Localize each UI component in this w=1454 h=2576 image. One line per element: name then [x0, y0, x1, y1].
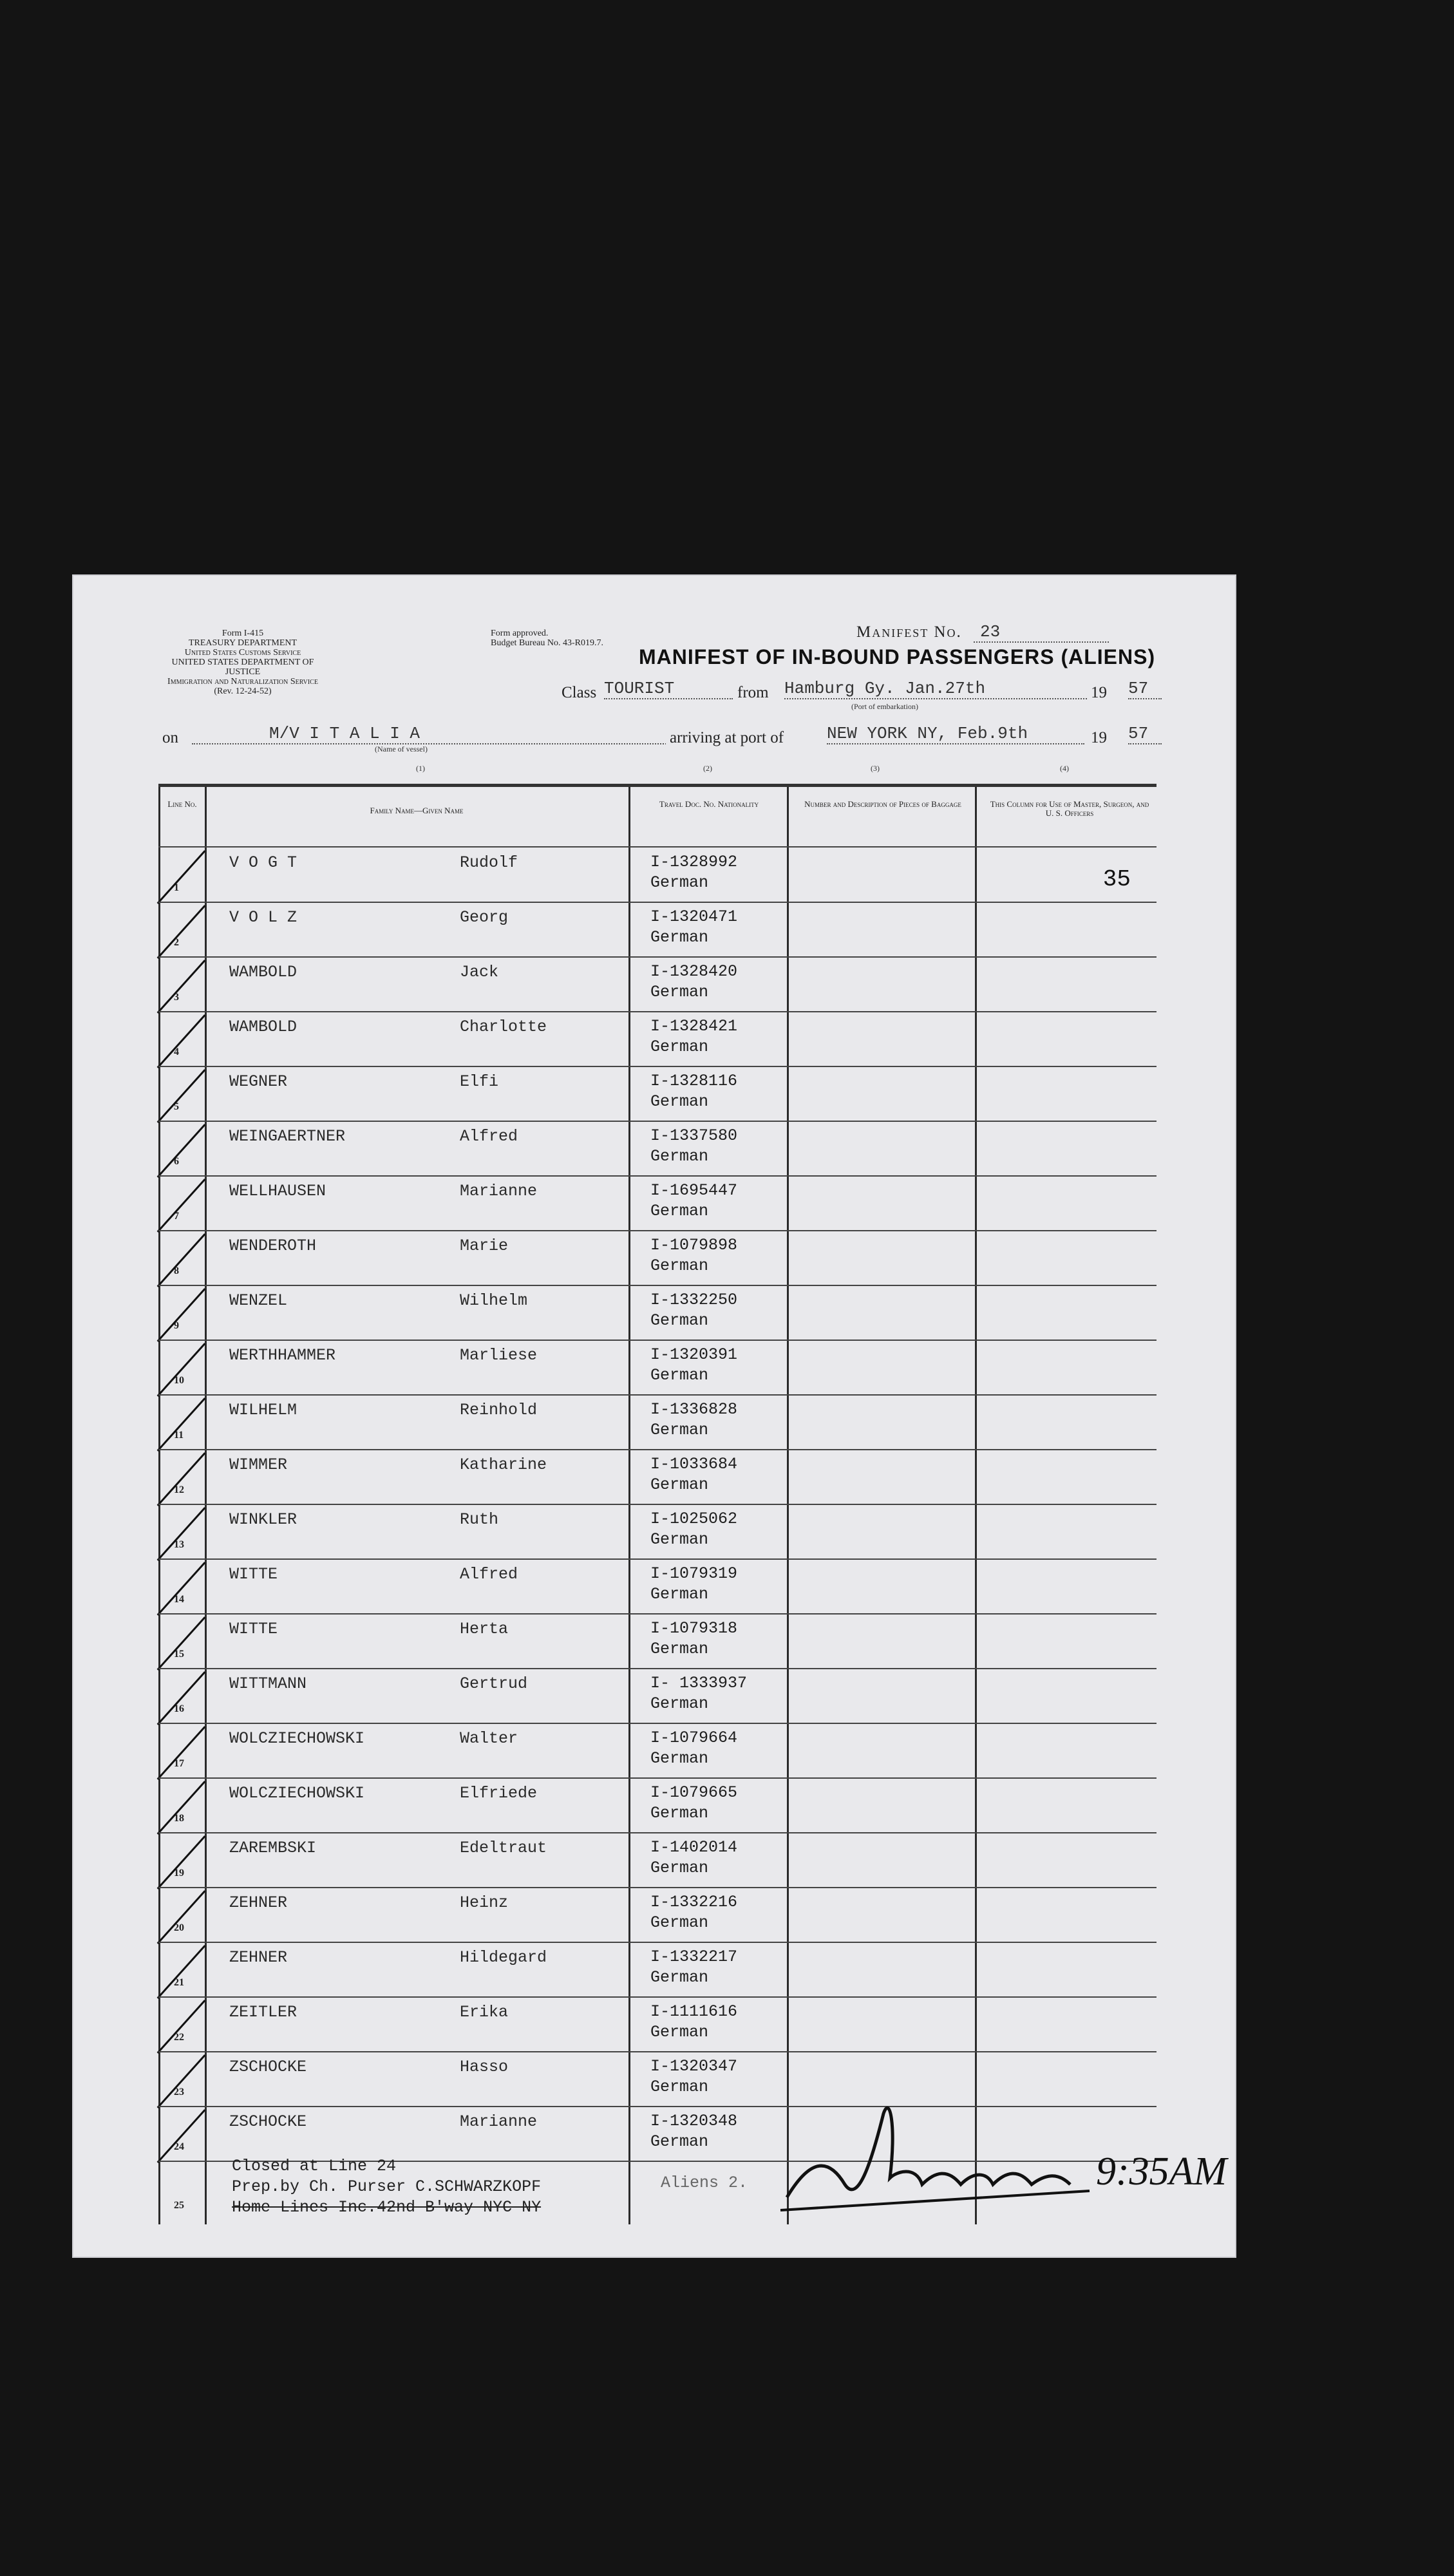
year-prefix-1: 19: [1091, 684, 1107, 701]
nationality: German: [650, 1968, 709, 1987]
row-line-number: 8: [174, 1265, 179, 1276]
given-name: Rudolf: [460, 853, 518, 872]
table-row: [158, 903, 1157, 958]
manifest-number: 23: [974, 622, 1109, 643]
row-line-number: 24: [174, 2141, 184, 2152]
doc-number: I-1079319: [650, 1564, 738, 1583]
doc-number: I-1332216: [650, 1893, 738, 1911]
row-line-number: 3: [174, 992, 179, 1003]
nationality: German: [650, 1640, 709, 1658]
travel-doc: [650, 852, 737, 893]
port-value: NEW YORK NY, Feb.9th: [827, 724, 1084, 744]
shipping-agent: Home Lines Inc.42nd B'way NYC NY: [232, 2198, 542, 2217]
aliens-count: Aliens 2.: [661, 2174, 748, 2192]
travel-doc: [650, 1618, 737, 1660]
family-name: WITTE: [229, 1565, 278, 1584]
form-approval: [491, 629, 632, 648]
doc-number: I-1332250: [650, 1291, 738, 1309]
row-line-number: 17: [174, 1758, 184, 1769]
header-baggage: Number and Description of Pieces of Baggage: [804, 799, 961, 809]
revision-date: (Rev. 12-24-52): [214, 687, 272, 696]
doc-number: I-1332217: [650, 1947, 738, 1966]
class-value: TOURIST: [604, 679, 733, 699]
row-line-number: 22: [174, 2032, 184, 2043]
family-name: ZEITLER: [229, 2003, 297, 2022]
row-line-number: 11: [174, 1430, 184, 1441]
nationality: German: [650, 1366, 709, 1385]
check-mark: [157, 1069, 206, 1123]
travel-doc: [650, 1509, 737, 1550]
check-mark: [157, 1124, 206, 1178]
embarkation-note: (Port of embarkation): [851, 702, 918, 711]
given-name: Marianne: [460, 2112, 538, 2131]
given-name: Marliese: [460, 1346, 538, 1365]
table-row: [158, 1888, 1157, 1943]
row-line-number: 16: [174, 1703, 184, 1714]
travel-doc: [650, 1728, 737, 1769]
prepared-by: Prep.by Ch. Purser C.SCHWARZKOPF: [232, 2177, 542, 2196]
check-mark: [157, 960, 206, 1014]
manifest-page: [72, 574, 1236, 2258]
check-mark: [157, 905, 206, 959]
inspector-signature: [768, 2088, 1257, 2223]
family-name: WAMBOLD: [229, 1018, 297, 1036]
inspection-time: 9:35AM: [1096, 2150, 1227, 2193]
table-row: [158, 1177, 1157, 1231]
row-line-number: 18: [174, 1813, 184, 1824]
travel-doc: [650, 1126, 737, 1167]
table-row: [158, 1779, 1157, 1833]
doc-number: I-1328992: [650, 853, 738, 871]
given-name: Hasso: [460, 2058, 509, 2076]
family-name: WOLCZIECHOWSKI: [229, 1729, 365, 1748]
table-row: [158, 1505, 1157, 1560]
row-line-number: 15: [174, 1649, 184, 1660]
given-name: Elfi: [460, 1072, 499, 1091]
year-2: 57: [1128, 724, 1162, 744]
table-row: [158, 1615, 1157, 1669]
approved-text: Form approved.: [491, 629, 549, 638]
given-name: Katharine: [460, 1455, 547, 1474]
row-line-number: 2: [174, 937, 179, 948]
col-num-4: (4): [1060, 764, 1069, 773]
nationality: German: [650, 1037, 709, 1056]
doc-number: I-1320348: [650, 2112, 738, 2130]
nationality: German: [650, 1421, 709, 1439]
doc-number: I-1320471: [650, 907, 738, 926]
check-mark: [157, 1507, 206, 1561]
table-row: [158, 848, 1157, 903]
budget-text: Budget Bureau No. 43-R019.7.: [491, 638, 603, 648]
row-line-number: 5: [174, 1101, 179, 1112]
col-num-1: (1): [416, 764, 425, 773]
footer-line-number: 25: [174, 2200, 184, 2211]
doc-number: I- 1333937: [650, 1674, 748, 1692]
nationality: German: [650, 1585, 709, 1604]
nationality: German: [650, 1530, 709, 1549]
table-row: [158, 1943, 1157, 1998]
doc-number: I-1336828: [650, 1400, 738, 1419]
family-name: WEGNER: [229, 1072, 288, 1091]
family-name: WILHELM: [229, 1401, 297, 1419]
year-1: 57: [1128, 679, 1162, 699]
table-row: [158, 958, 1157, 1012]
check-mark: [157, 1014, 206, 1068]
nationality: German: [650, 1092, 709, 1111]
travel-doc: [650, 907, 737, 948]
family-name: WITTE: [229, 1620, 278, 1638]
doc-number: I-1111616: [650, 2002, 738, 2021]
travel-doc: [650, 1892, 737, 1933]
travel-doc: [650, 1235, 737, 1276]
form-header-left: [156, 629, 330, 696]
family-name: WELLHAUSEN: [229, 1182, 326, 1200]
table-row: [158, 1560, 1157, 1615]
travel-doc: [650, 1071, 737, 1112]
check-mark: [157, 1726, 206, 1780]
travel-doc: [650, 1180, 737, 1222]
nationality: German: [650, 1749, 709, 1768]
footer-notes: [232, 2156, 541, 2218]
travel-doc: [650, 1399, 737, 1441]
family-name: ZSCHOCKE: [229, 2112, 307, 2131]
check-mark: [157, 2054, 206, 2108]
arriving-label: arriving at port of: [666, 729, 784, 747]
family-name: WENZEL: [229, 1291, 288, 1310]
table-row: [158, 1669, 1157, 1724]
nationality: German: [650, 2078, 709, 2096]
vessel-name: M/V I T A L I A: [192, 724, 720, 744]
family-name: WAMBOLD: [229, 963, 297, 981]
doc-number: I-1033684: [650, 1455, 738, 1473]
travel-doc: [650, 2056, 737, 2098]
on-label: on: [162, 729, 178, 746]
check-mark: [157, 1671, 206, 1725]
family-name: WOLCZIECHOWSKI: [229, 1784, 365, 1803]
nationality: German: [650, 2023, 709, 2041]
nationality: German: [650, 1694, 709, 1713]
check-mark: [157, 1343, 206, 1397]
nationality: German: [650, 1804, 709, 1823]
travel-doc: [650, 2111, 737, 2152]
row-line-number: 23: [174, 2087, 184, 2098]
doc-number: I-1320391: [650, 1345, 738, 1364]
family-name: ZEHNER: [229, 1948, 288, 1967]
family-name: WINKLER: [229, 1510, 297, 1529]
table-row: [158, 1286, 1157, 1341]
given-name: Gertrud: [460, 1674, 528, 1693]
travel-doc: [650, 1947, 737, 1988]
row-line-number: 14: [174, 1594, 184, 1605]
row-line-number: 1: [174, 882, 179, 893]
check-mark: [157, 1781, 206, 1835]
travel-doc: [650, 1454, 737, 1495]
doc-number: I-1079664: [650, 1728, 738, 1747]
col-num-2: (2): [703, 764, 712, 773]
check-mark: [157, 1179, 206, 1233]
nationality: German: [650, 1147, 709, 1166]
check-mark: [157, 2000, 206, 2054]
row-line-number: 19: [174, 1868, 184, 1879]
check-mark: [157, 2109, 206, 2163]
header-rule: [158, 846, 1157, 848]
table-row: [158, 1341, 1157, 1396]
row-line-number: 4: [174, 1046, 179, 1057]
doc-number: I-1328420: [650, 962, 738, 981]
check-mark: [157, 1835, 206, 1889]
nationality: German: [650, 1311, 709, 1330]
page-title: MANIFEST OF IN-BOUND PASSENGERS (ALIENS): [639, 645, 1156, 668]
col-num-3: (3): [871, 764, 880, 773]
nationality: German: [650, 1202, 709, 1220]
doc-number: I-1402014: [650, 1838, 738, 1857]
travel-doc: [650, 1345, 737, 1386]
from-value: Hamburg Gy. Jan.27th: [784, 679, 1087, 699]
given-name: Edeltraut: [460, 1839, 547, 1857]
family-name: ZAREMBSKI: [229, 1839, 317, 1857]
check-mark: [157, 1562, 206, 1616]
table-row: [158, 1012, 1157, 1067]
customs-service: United States Customs Service: [184, 648, 301, 658]
family-name: V O L Z: [229, 908, 297, 927]
doc-number: I-1079665: [650, 1783, 738, 1802]
officer-note: 35: [1102, 866, 1131, 893]
year-prefix-2: 19: [1091, 729, 1107, 746]
justice-dept: UNITED STATES DEPARTMENT OF JUSTICE: [171, 658, 314, 677]
table-row: [158, 1231, 1157, 1286]
doc-number: I-1328421: [650, 1017, 738, 1036]
given-name: Georg: [460, 908, 509, 927]
family-name: WIMMER: [229, 1455, 288, 1474]
travel-doc: [650, 1016, 737, 1057]
travel-doc: [650, 1290, 737, 1331]
check-mark: [157, 1890, 206, 1944]
check-mark: [157, 1616, 206, 1671]
from-label: from: [737, 684, 769, 701]
given-name: Wilhelm: [460, 1291, 528, 1310]
treasury-dept: TREASURY DEPARTMENT: [188, 638, 297, 648]
table-row: [158, 1724, 1157, 1779]
header-officers: This Column for Use of Master, Surgeon, and U. S. Officers: [990, 799, 1149, 818]
family-name: V O G T: [229, 853, 297, 872]
table-row: [158, 1450, 1157, 1505]
given-name: Heinz: [460, 1893, 509, 1912]
given-name: Alfred: [460, 1565, 518, 1584]
row-line-number: 9: [174, 1320, 179, 1331]
check-mark: [157, 1397, 206, 1452]
family-name: ZEHNER: [229, 1893, 288, 1912]
row-line-number: 6: [174, 1156, 179, 1167]
travel-doc: [650, 1783, 737, 1824]
given-name: Elfriede: [460, 1784, 538, 1803]
check-mark: [157, 1452, 206, 1506]
doc-number: I-1695447: [650, 1181, 738, 1200]
table-row: [158, 1122, 1157, 1177]
row-line-number: 7: [174, 1211, 179, 1222]
row-line-number: 13: [174, 1539, 184, 1550]
nationality: German: [650, 1913, 709, 1932]
nationality: German: [650, 1859, 709, 1877]
closed-at-line: Closed at Line 24: [232, 2157, 397, 2175]
given-name: Hildegard: [460, 1948, 547, 1967]
given-name: Jack: [460, 963, 499, 981]
nationality: German: [650, 1475, 709, 1494]
nationality: German: [650, 1256, 709, 1275]
family-name: ZSCHOCKE: [229, 2058, 307, 2076]
check-mark: [157, 1945, 206, 1999]
table-row: [158, 1396, 1157, 1450]
given-name: Walter: [460, 1729, 518, 1748]
given-name: Herta: [460, 1620, 509, 1638]
given-name: Reinhold: [460, 1401, 538, 1419]
travel-doc: [650, 1837, 737, 1879]
given-name: Alfred: [460, 1127, 518, 1146]
given-name: Erika: [460, 2003, 509, 2022]
doc-number: I-1328116: [650, 1072, 738, 1090]
doc-number: I-1079318: [650, 1619, 738, 1638]
row-line-number: 10: [174, 1375, 184, 1386]
travel-doc: [650, 1673, 747, 1714]
row-line-number: 21: [174, 1977, 184, 1988]
table-row: [158, 1067, 1157, 1122]
family-name: WEINGAERTNER: [229, 1127, 346, 1146]
row-line-number: 12: [174, 1484, 184, 1495]
header-doc: Travel Doc. No. Nationality: [659, 799, 759, 809]
doc-number: I-1320347: [650, 2057, 738, 2076]
header-line-no: Line No.: [167, 799, 197, 809]
family-name: WERTHHAMMER: [229, 1346, 336, 1365]
doc-number: I-1025062: [650, 1510, 738, 1528]
check-mark: [157, 1233, 206, 1287]
travel-doc: [650, 961, 737, 1003]
given-name: Ruth: [460, 1510, 499, 1529]
table-row: [158, 1833, 1157, 1888]
doc-number: I-1079898: [650, 1236, 738, 1255]
nationality: German: [650, 873, 709, 892]
nationality: German: [650, 928, 709, 947]
check-mark: [157, 1288, 206, 1342]
travel-doc: [650, 1564, 737, 1605]
doc-number: I-1337580: [650, 1126, 738, 1145]
vessel-note: (Name of vessel): [375, 744, 428, 753]
header-name: Family Name—Given Name: [370, 806, 464, 815]
form-number: Form I-415: [222, 629, 264, 638]
given-name: Charlotte: [460, 1018, 547, 1036]
passenger-table: [158, 784, 1157, 2224]
ins-service: Immigration and Naturalization Service: [167, 677, 318, 687]
table-row: [158, 1998, 1157, 2052]
manifest-label: Manifest No.: [856, 623, 962, 641]
check-mark: [157, 850, 206, 904]
class-label: Class: [562, 684, 597, 701]
given-name: Marianne: [460, 1182, 538, 1200]
given-name: Marie: [460, 1236, 509, 1255]
travel-doc: [650, 2002, 737, 2043]
row-line-number: 20: [174, 1922, 184, 1933]
nationality: German: [650, 2132, 709, 2151]
nationality: German: [650, 983, 709, 1001]
family-name: WENDEROTH: [229, 1236, 317, 1255]
family-name: WITTMANN: [229, 1674, 307, 1693]
